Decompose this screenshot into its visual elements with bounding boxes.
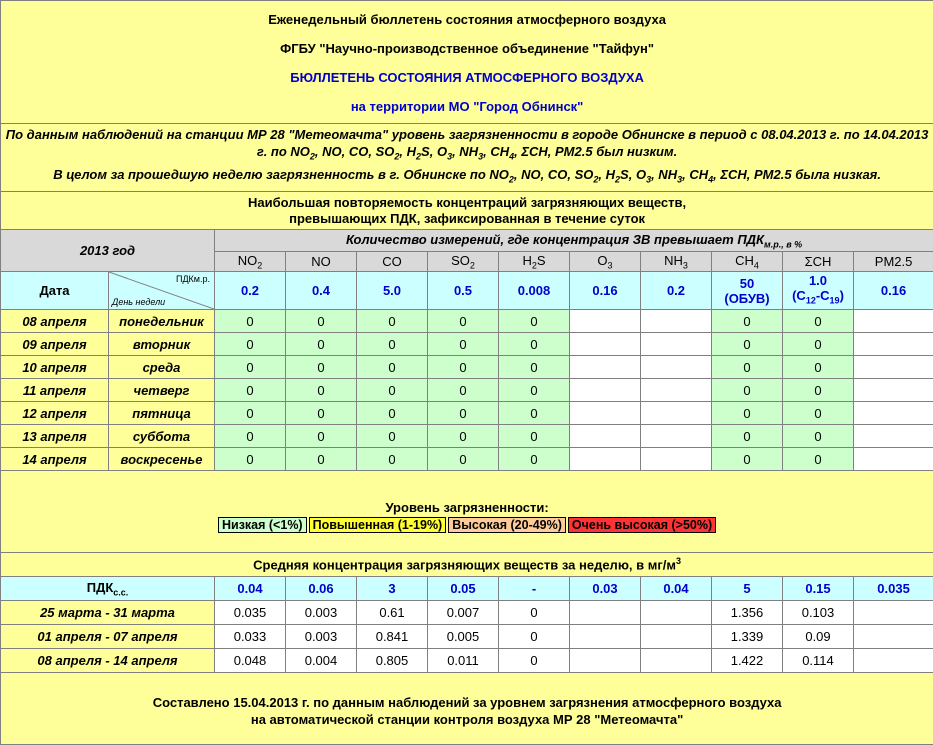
row-weekday: суббота xyxy=(109,425,215,448)
concentration-cell: 0.048 xyxy=(215,649,286,673)
exceedance-cell xyxy=(570,379,641,402)
legend-low: Низкая (<1%) xyxy=(218,517,307,533)
exceedance-cell: 0 xyxy=(428,379,499,402)
exceedance-cell: 0 xyxy=(499,402,570,425)
concentration-cell: 0.114 xyxy=(783,649,854,673)
pdk-cc-label: $ПДК_{с.с.}$ xyxy=(1,577,215,601)
exceedance-cell: 0 xyxy=(357,310,428,333)
row-weekday: воскресенье xyxy=(109,448,215,471)
exceedance-cell: 0 xyxy=(357,333,428,356)
exceedance-cell: 0 xyxy=(783,402,854,425)
concentration-cell xyxy=(570,601,641,625)
exceedance-cell: 0 xyxy=(357,379,428,402)
pollutant-header-cell: $NH_3$ xyxy=(641,252,712,272)
pdk-mr-value: 5.0 xyxy=(357,272,428,310)
pdk-cc-value: 0.04 xyxy=(641,577,712,601)
exceedance-cell: 0 xyxy=(428,356,499,379)
exceedance-cell xyxy=(641,425,712,448)
weekly-row xyxy=(1,601,933,625)
concentration-cell: 0.841 xyxy=(357,625,428,649)
exceedance-cell: 0 xyxy=(783,379,854,402)
exceedance-cell: 0 xyxy=(712,448,783,471)
concentration-cell: 0.035 xyxy=(215,601,286,625)
pollutant-header-cell: $SO_2$ xyxy=(428,252,499,272)
section2-title: Средняя концентрация загрязняющих веществ за неделю, в $мг/м^3$ xyxy=(1,553,933,577)
exceedance-cell: 0 xyxy=(712,333,783,356)
concentration-cell: 0.011 xyxy=(428,649,499,673)
exceedance-cell xyxy=(570,356,641,379)
exceedance-cell: 0 xyxy=(286,402,357,425)
count-title: Количество измерений, где концентрация ЗВ превышает $ПДК_{м.р., в \%}$ xyxy=(215,230,933,252)
concentration-cell: 0.805 xyxy=(357,649,428,673)
exceedance-cell: 0 xyxy=(286,448,357,471)
pdk-cc-value: - xyxy=(499,577,570,601)
concentration-cell: 0 xyxy=(499,601,570,625)
section1-title xyxy=(1,192,933,230)
exceedance-cell xyxy=(641,356,712,379)
row-period: 08 апреля - 14 апреля xyxy=(1,649,215,673)
weekly-row xyxy=(1,649,933,673)
year-label: 2013 год xyxy=(1,230,215,272)
exceedance-cell xyxy=(641,379,712,402)
exceedance-cell: 0 xyxy=(499,356,570,379)
exceedance-cell: 0 xyxy=(428,402,499,425)
pdk-mr-value: 0.2 xyxy=(215,272,286,310)
row-date: 13 апреля xyxy=(1,425,109,448)
exceedance-cell xyxy=(854,379,933,402)
exceedance-cell xyxy=(854,448,933,471)
section1-title-line1: Наибольшая повторяемость концентраций загрязняющих веществ, xyxy=(3,195,931,211)
exceedance-cell: 0 xyxy=(215,333,286,356)
row-period: 25 марта - 31 марта xyxy=(1,601,215,625)
exceedance-cell xyxy=(641,448,712,471)
pollutant-header-cell: ΣCH xyxy=(783,252,854,272)
exceedance-cell xyxy=(854,310,933,333)
pdk-mr-label: ПДКм.р. xyxy=(176,274,210,284)
exceedance-cell: 0 xyxy=(499,425,570,448)
exceedance-cell xyxy=(854,402,933,425)
pdk-cc-value: 5 xyxy=(712,577,783,601)
row-date: 08 апреля xyxy=(1,310,109,333)
pdk-cc-value: 0.03 xyxy=(570,577,641,601)
concentration-cell: 0.09 xyxy=(783,625,854,649)
pdk-cc-value: 0.05 xyxy=(428,577,499,601)
footer-block xyxy=(1,673,933,745)
concentration-cell xyxy=(854,625,933,649)
pdk-mr-value: 1.0 $(C_{12}-C_{19})$ xyxy=(783,272,854,310)
exceedance-cell: 0 xyxy=(783,333,854,356)
legend-high: Высокая (20-49%) xyxy=(448,517,566,533)
exceedance-cell: 0 xyxy=(783,356,854,379)
pdk-daynames-header xyxy=(109,272,215,310)
exceedance-cell xyxy=(570,310,641,333)
legend-block xyxy=(1,471,933,553)
exceedance-cell: 0 xyxy=(499,448,570,471)
daily-row xyxy=(1,402,933,425)
daily-row xyxy=(1,425,933,448)
pollutant-header-cell: $CH_4$ xyxy=(712,252,783,272)
exceedance-cell: 0 xyxy=(428,425,499,448)
exceedance-cell: 0 xyxy=(215,448,286,471)
concentration-cell xyxy=(641,601,712,625)
exceedance-cell: 0 xyxy=(357,356,428,379)
exceedance-cell: 0 xyxy=(428,448,499,471)
daily-rows xyxy=(1,310,933,471)
exceedance-cell: 0 xyxy=(499,333,570,356)
pollutant-header-cell: $O_3$ xyxy=(570,252,641,272)
daily-row xyxy=(1,333,933,356)
pollutant-header-cell: $NO_2$ xyxy=(215,252,286,272)
concentration-cell xyxy=(641,649,712,673)
exceedance-cell xyxy=(854,333,933,356)
exceedance-cell: 0 xyxy=(783,425,854,448)
pdk-mr-value: 0.16 xyxy=(854,272,933,310)
footer-line2: на автоматической станции контроля воздуха МР 28 "Метеомачта" xyxy=(3,711,931,728)
pollutant-header-cell: CO xyxy=(357,252,428,272)
exceedance-cell xyxy=(854,425,933,448)
exceedance-cell: 0 xyxy=(286,310,357,333)
pollutant-header-cell: NO xyxy=(286,252,357,272)
exceedance-cell: 0 xyxy=(215,425,286,448)
concentration-cell: 0.005 xyxy=(428,625,499,649)
daily-row xyxy=(1,310,933,333)
bulletin-header xyxy=(1,1,933,124)
pdk-mr-value: 0.008 xyxy=(499,272,570,310)
exceedance-cell: 0 xyxy=(357,448,428,471)
section1-title-line2: превышающих ПДК, зафиксированная в течение суток xyxy=(3,211,931,227)
concentration-cell xyxy=(570,649,641,673)
pdk-cc-value: 0.035 xyxy=(854,577,933,601)
intro-summary xyxy=(1,124,933,192)
concentration-cell: 1.356 xyxy=(712,601,783,625)
exceedance-cell: 0 xyxy=(428,333,499,356)
exceedance-cell: 0 xyxy=(783,310,854,333)
concentration-cell xyxy=(570,625,641,649)
pollutant-header-cell: $H_2S$ xyxy=(499,252,570,272)
exceedance-cell xyxy=(641,310,712,333)
exceedance-cell: 0 xyxy=(357,425,428,448)
pdk-cc-value: 3 xyxy=(357,577,428,601)
exceedance-cell: 0 xyxy=(499,379,570,402)
intro-period-summary: По данным наблюдений на станции МР 28 "Метеомачта" уровень загрязненности в городе Обнинске в период с 08.04.2013 г. по 14.04.2013 г. по $NO_2$, NO, CO, $SO_2$, $H_2S$, $O_3$, $NH_3$, $CH_4$, ΣCH, PM2.5 был низким. xyxy=(3,126,931,166)
pdk-mr-value: 50 (ОБУВ) xyxy=(712,272,783,310)
concentration-cell: 0.007 xyxy=(428,601,499,625)
footer-line1: Составлено 15.04.2013 г. по данным наблюдений за уровнем загрязнения атмосферного воздуха xyxy=(3,694,931,711)
exceedance-cell xyxy=(854,356,933,379)
daily-row xyxy=(1,356,933,379)
row-weekday: вторник xyxy=(109,333,215,356)
legend-very-high: Очень высокая (>50%) xyxy=(568,517,716,533)
pdk-cc-value: 0.06 xyxy=(286,577,357,601)
daily-row xyxy=(1,379,933,402)
exceedance-cell: 0 xyxy=(215,402,286,425)
exceedance-cell: 0 xyxy=(712,310,783,333)
weekly-rows xyxy=(1,601,933,673)
date-column-label: Дата xyxy=(1,272,109,310)
exceedance-cell: 0 xyxy=(712,379,783,402)
concentration-cell: 0.003 xyxy=(286,625,357,649)
exceedance-cell: 0 xyxy=(357,402,428,425)
pdk-cc-value: 0.15 xyxy=(783,577,854,601)
exceedance-cell: 0 xyxy=(712,402,783,425)
exceedance-cell: 0 xyxy=(215,356,286,379)
pdk-mr-value: 0.16 xyxy=(570,272,641,310)
concentration-cell: 0.003 xyxy=(286,601,357,625)
row-period: 01 апреля - 07 апреля xyxy=(1,625,215,649)
exceedance-cell: 0 xyxy=(286,333,357,356)
exceedance-cell xyxy=(641,333,712,356)
header-title: Еженедельный бюллетень состояния атмосферного воздуха xyxy=(3,5,931,34)
pdk-row xyxy=(1,272,933,310)
exceedance-cell xyxy=(641,402,712,425)
exceedance-cell: 0 xyxy=(499,310,570,333)
exceedance-cell xyxy=(570,425,641,448)
row-weekday: пятница xyxy=(109,402,215,425)
exceedance-cell: 0 xyxy=(286,425,357,448)
concentration-cell: 1.339 xyxy=(712,625,783,649)
exceedance-cell xyxy=(570,448,641,471)
exceedance-cell: 0 xyxy=(286,379,357,402)
row-weekday: понедельник xyxy=(109,310,215,333)
weekly-row xyxy=(1,625,933,649)
pdk-cc-value: 0.04 xyxy=(215,577,286,601)
exceedance-cell xyxy=(570,402,641,425)
row-date: 12 апреля xyxy=(1,402,109,425)
concentration-cell xyxy=(854,649,933,673)
row-date: 09 апреля xyxy=(1,333,109,356)
weekday-label: День недели xyxy=(112,297,165,307)
intro-week-summary: В целом за прошедшую неделю загрязненность в г. Обнинске по $NO_2$, NO, CO, $SO_2$, $H_2S$, $O_3$, $NH_3$, $CH_4$, ΣCH, PM2.5 была низкая. xyxy=(3,166,931,189)
pollutant-header-cell: PM2.5 xyxy=(854,252,933,272)
pdk-mr-value: 0.4 xyxy=(286,272,357,310)
daily-row xyxy=(1,448,933,471)
concentration-cell: 0.004 xyxy=(286,649,357,673)
pdk-mr-value: 0.2 xyxy=(641,272,712,310)
concentration-cell: 0 xyxy=(499,649,570,673)
exceedance-cell: 0 xyxy=(783,448,854,471)
row-date: 10 апреля xyxy=(1,356,109,379)
concentration-cell: 0.61 xyxy=(357,601,428,625)
pdk-mr-value: 0.5 xyxy=(428,272,499,310)
legend-title: Уровень загрязненности: xyxy=(3,500,931,515)
exceedance-cell: 0 xyxy=(215,379,286,402)
row-date: 14 апреля xyxy=(1,448,109,471)
pdk-cc-row xyxy=(1,577,933,601)
legend-elevated: Повышенная (1-19%) xyxy=(309,517,447,533)
concentration-cell: 0 xyxy=(499,625,570,649)
exceedance-cell: 0 xyxy=(215,310,286,333)
exceedance-cell: 0 xyxy=(428,310,499,333)
concentration-cell: 1.422 xyxy=(712,649,783,673)
exceedance-cell: 0 xyxy=(712,356,783,379)
exceedance-cell: 0 xyxy=(712,425,783,448)
row-weekday: четверг xyxy=(109,379,215,402)
legend-items xyxy=(218,517,716,533)
header-organization: ФГБУ "Научно-производственное объединение "Тайфун" xyxy=(3,34,931,63)
exceedance-cell xyxy=(570,333,641,356)
row-weekday: среда xyxy=(109,356,215,379)
header-bulletin-title: БЮЛЛЕТЕНЬ СОСТОЯНИЯ АТМОСФЕРНОГО ВОЗДУХА xyxy=(3,63,931,92)
concentration-cell: 0.103 xyxy=(783,601,854,625)
exceedance-cell: 0 xyxy=(286,356,357,379)
row-date: 11 апреля xyxy=(1,379,109,402)
concentration-cell: 0.033 xyxy=(215,625,286,649)
concentration-cell xyxy=(641,625,712,649)
concentration-cell xyxy=(854,601,933,625)
header-territory: на территории МО "Город Обнинск" xyxy=(3,92,931,121)
